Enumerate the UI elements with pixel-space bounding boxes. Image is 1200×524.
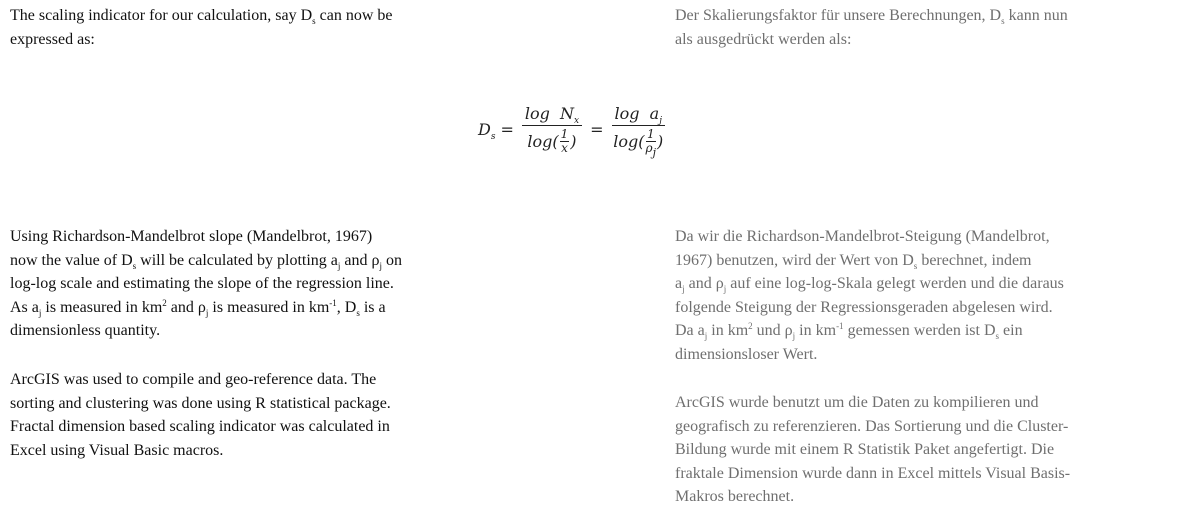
german-intro-line-2: als ausgedrückt werden als: [675,30,852,48]
german-paragraph-2 [675,391,1070,509]
german-paragraph-1 [675,225,1064,366]
formula-fraction-2 [612,103,666,159]
fraction-2-numerator: $\log a_j$ [612,104,666,126]
english-intro-line-2: expressed as: [10,30,95,48]
formula-fraction-1 [522,104,582,155]
german-intro-line-1: Der Skalierungsfaktor für unsere Berechnungen, $D_s$ kann nun [675,7,1068,26]
english-p1-line-4: As $a_j$ is measured in $km^2$ and $\rho_j$ is measured in $km^{-1}$, $D_s$ is a [10,297,386,318]
german-p2-line-1: ArcGIS wurde benutzt um die Daten zu kompilieren und [675,394,1039,411]
english-p2-line-4: Excel using Visual Basic macros. [10,441,224,459]
english-intro-line-1: The scaling indicator for our calculation, say $D_s$ can now be [10,7,393,26]
german-p1-line-1: Da wir die Richardson-Mandelbrot-Steigung (Mandelbrot, [675,228,1050,245]
fraction-2-denominator: log( 1 $\rho_j$ ) [613,126,664,159]
formula-lhs: $D_s$ [478,119,496,142]
english-paragraph-2 [10,368,391,462]
fraction-1-denominator: log( 1 x ) [527,126,577,155]
english-p1-line-1: Using Richardson-Mandelbrot slope (Mandelbrot, 1967) [10,228,373,245]
scaling-formula [478,94,668,164]
german-p2-line-2: geografisch zu referenzieren. Das Sortierung und die Cluster- [675,417,1069,435]
german-p2-line-3: Bildung wurde mit einem R Statistik Paket angefertigt. Die [675,441,1055,458]
german-p1-line-6: dimensionsloser Wert. [675,345,818,363]
german-p1-line-5: Da $a_j$ in $km^2$ und $\rho_j$ in $km^{-1}$ gemessen werden ist $D_s$ ein [675,321,1023,341]
german-p2-line-5: Makros berechnet. [675,488,795,505]
english-intro [10,4,393,51]
english-p1-line-2: now the value of $D_s$ will be calculated by plotting $a_j$ and $\rho_j$ on [10,251,402,271]
german-p1-line-2: 1967) benutzen, wird der Wert von $D_s$ berechnet, indem [675,251,1032,271]
fraction-1-numerator: $\log N_x$ [522,104,582,126]
german-p1-line-3: $a_j$ and $\rho_j$ auf eine log-log-Skala gelegt werden und die daraus [675,275,1064,294]
english-p2-line-2: sorting and clustering was done using R statistical package. [10,394,391,412]
german-intro [675,4,1068,51]
german-p1-line-4: folgende Steigung der Regressionsgeraden abgelesen wird. [675,298,1053,316]
english-p1-line-3: log-log scale and estimating the slope of the regression line. [10,275,394,292]
english-paragraph-1 [10,225,402,343]
formula-equals-2: = [590,119,604,139]
english-p2-line-1: ArcGIS was used to compile and geo-reference data. The [10,371,377,388]
german-p2-line-4: fraktale Dimension wurde dann in Excel mittels Visual Basis- [675,464,1071,482]
formula-equals-1: = [500,119,514,139]
english-p1-line-5: dimensionless quantity. [10,322,161,339]
english-p2-line-3: Fractal dimension based scaling indicator was calculated in [10,418,390,435]
